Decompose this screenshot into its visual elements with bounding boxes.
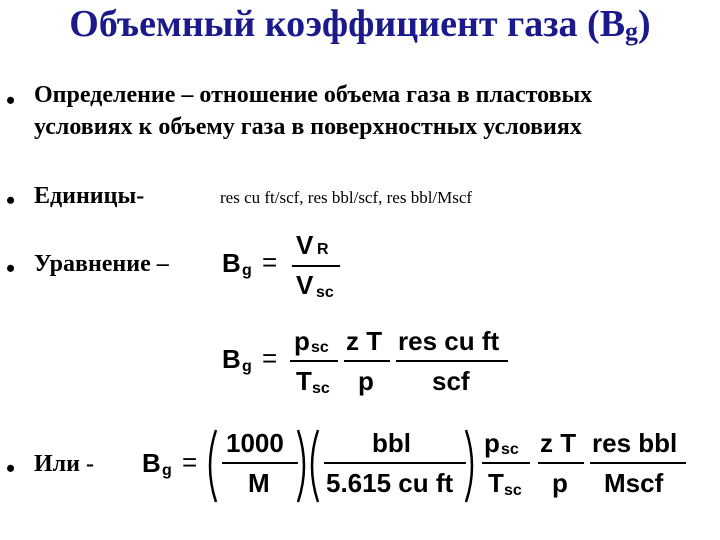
definition-line-2: условиях к объему газа в поверхностных условиях bbox=[34, 114, 582, 140]
bullet-marker: • bbox=[6, 254, 16, 283]
bullet-marker: • bbox=[6, 454, 16, 483]
fraction-bar bbox=[396, 360, 508, 362]
bullet-marker: • bbox=[6, 86, 16, 115]
parentheses-group-2 bbox=[460, 424, 480, 508]
fraction-bar bbox=[482, 462, 530, 464]
page-title: Объемный коэффициент газа (Bg) bbox=[69, 3, 651, 46]
definition-line-1: Определение – отношение объема газа в пластовых bbox=[34, 82, 593, 108]
fraction-bar bbox=[292, 265, 340, 267]
fraction-bar bbox=[222, 462, 298, 464]
equation-label: Уравнение – bbox=[34, 251, 169, 277]
right-parenthesis bbox=[466, 430, 472, 502]
fraction-bar bbox=[538, 462, 584, 464]
units-label: Единицы- bbox=[34, 183, 145, 209]
fraction-bar bbox=[590, 462, 686, 464]
units-value: res cu ft/scf, res bbl/scf, res bbl/Mscf bbox=[220, 188, 473, 207]
right-parenthesis bbox=[298, 430, 304, 502]
fraction-bar bbox=[290, 360, 338, 362]
fraction-bar bbox=[324, 462, 466, 464]
left-parenthesis bbox=[312, 430, 318, 502]
or-label: Или - bbox=[34, 451, 94, 477]
left-parenthesis bbox=[210, 430, 216, 502]
fraction-bar bbox=[344, 360, 390, 362]
bullet-marker: • bbox=[6, 186, 16, 215]
